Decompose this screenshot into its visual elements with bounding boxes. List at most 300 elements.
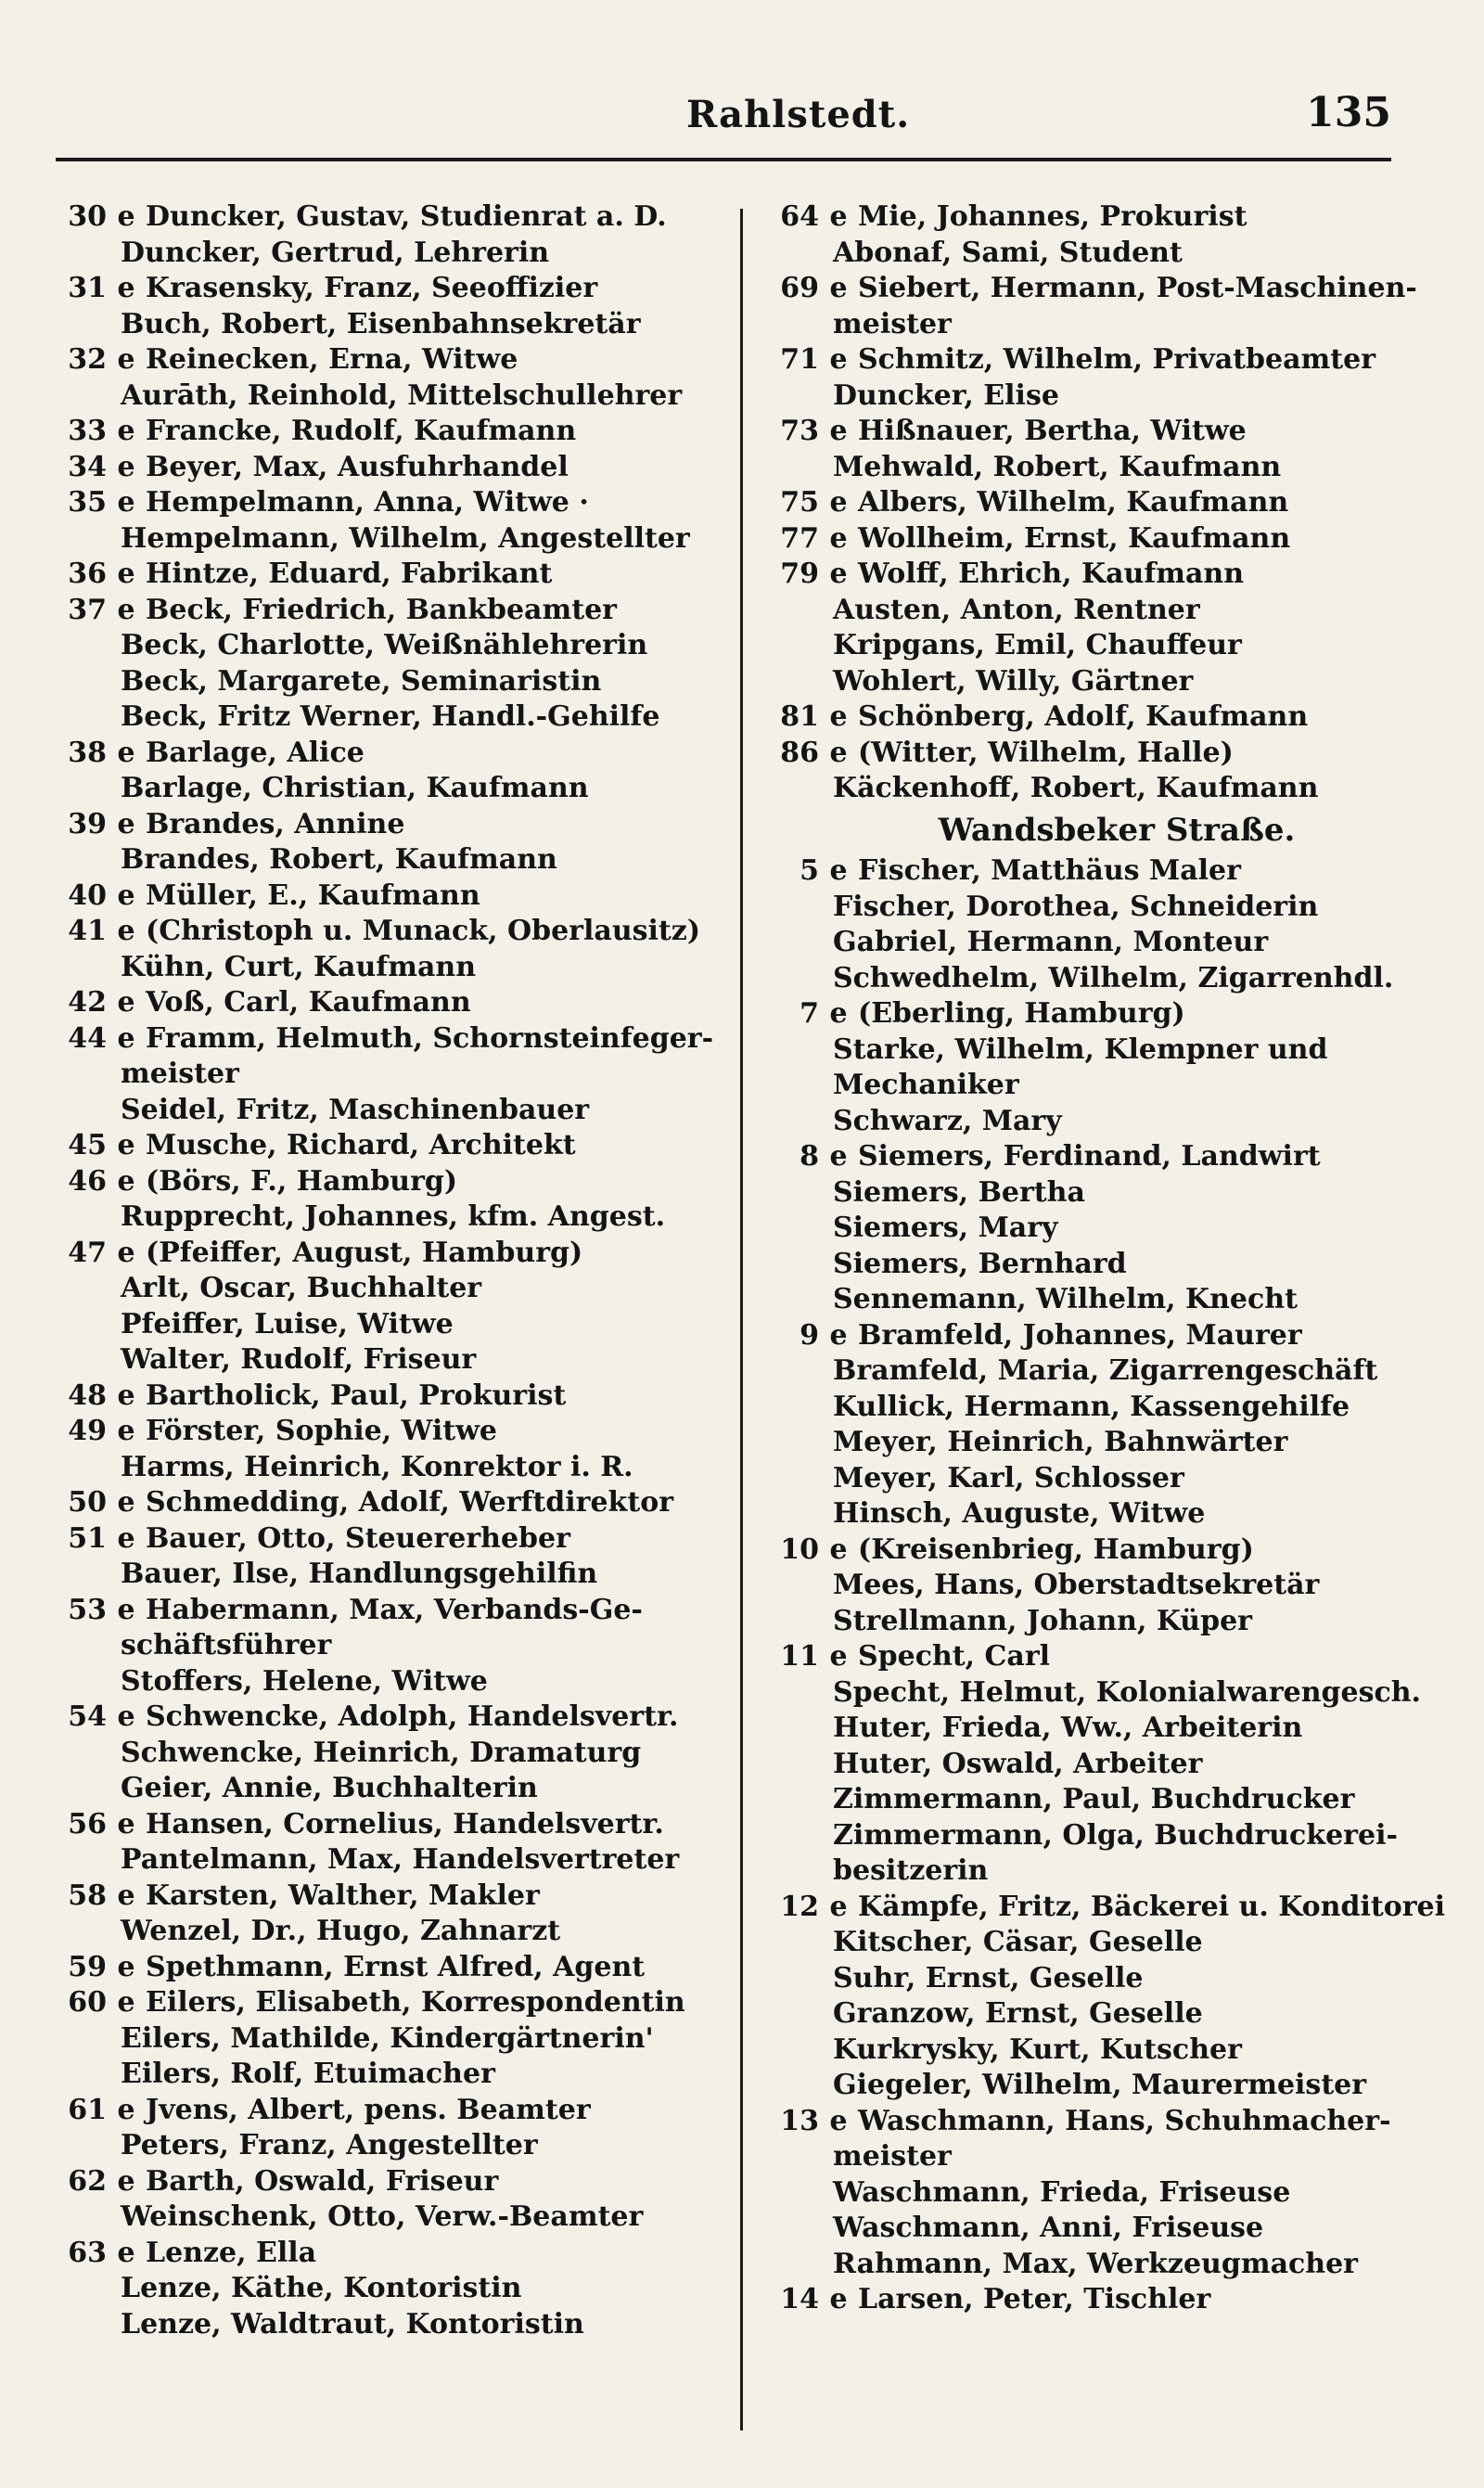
resident-text: (Pfeiffer, August, Hamburg) bbox=[146, 1236, 583, 1269]
resident-text: Framm, Helmuth, Schornsteinfeger- bbox=[146, 1021, 714, 1055]
ownership-marker: e bbox=[117, 1164, 135, 1198]
resident-text: Hempelmann, Wilhelm, Angestellter bbox=[121, 521, 690, 555]
resident-text: Harms, Heinrich, Konrektor i. R. bbox=[121, 1450, 633, 1483]
resident-text: Wollheim, Ernst, Kaufmann bbox=[858, 521, 1291, 555]
resident-text: Eilers, Mathilde, Kindergärtnerin' bbox=[121, 2021, 654, 2055]
directory-entry bbox=[56, 414, 723, 450]
resident-text: Kämpfe, Fritz, Bäckerei u. Konditorei bbox=[858, 1890, 1446, 1923]
resident-text: Duncker, Gertrud, Lehrerin bbox=[121, 236, 550, 269]
house-number: 51 bbox=[68, 1521, 107, 1555]
directory-entry bbox=[56, 2128, 723, 2164]
directory-entry bbox=[768, 236, 1428, 272]
resident-text: Hempelmann, Anna, Witwe · bbox=[146, 486, 589, 519]
directory-entry bbox=[768, 378, 1428, 415]
left-column bbox=[56, 199, 723, 2342]
house-number: 39 bbox=[68, 807, 107, 840]
resident-text: Lenze, Ella bbox=[146, 2236, 317, 2269]
directory-entry bbox=[768, 1747, 1428, 1783]
house-number: 77 bbox=[780, 521, 819, 555]
ownership-marker: e bbox=[117, 2164, 135, 2198]
resident-text: Specht, Carl bbox=[858, 1640, 1051, 1673]
ownership-marker: e bbox=[117, 1129, 135, 1161]
ownership-marker: e bbox=[829, 700, 848, 733]
resident-text: (Christoph u. Munack, Oberlausitz) bbox=[146, 915, 701, 947]
directory-entry bbox=[768, 2175, 1428, 2212]
resident-text: Brandes, Robert, Kaufmann bbox=[121, 843, 557, 876]
house-number: 10 bbox=[780, 1533, 819, 1566]
resident-text: Beck, Fritz Werner, Handl.-Gehilfe bbox=[121, 700, 660, 733]
house-number: 63 bbox=[68, 2236, 107, 2269]
resident-text: Förster, Sophie, Witwe bbox=[146, 1415, 497, 1447]
directory-entry bbox=[56, 1664, 723, 1700]
resident-text: Seidel, Fritz, Maschinenbauer bbox=[121, 1093, 590, 1126]
directory-entry bbox=[56, 628, 723, 664]
ownership-marker: e bbox=[117, 1700, 135, 1733]
directory-entry bbox=[768, 1425, 1428, 1461]
resident-text: Schwencke, Adolph, Handelsvertr. bbox=[146, 1700, 679, 1733]
directory-entry bbox=[768, 1104, 1428, 1140]
resident-text: Fischer, Matthäus Maler bbox=[858, 854, 1241, 887]
house-number: 59 bbox=[68, 1950, 107, 1983]
house-number: 14 bbox=[780, 2283, 819, 2315]
house-number: 12 bbox=[780, 1890, 819, 1923]
resident-text: Wolff, Ehrich, Kaufmann bbox=[858, 558, 1245, 590]
resident-text: Meyer, Karl, Schlosser bbox=[833, 1461, 1184, 1494]
resident-text: Mehwald, Robert, Kaufmann bbox=[833, 450, 1282, 483]
ownership-marker: e bbox=[829, 854, 848, 887]
resident-text: Waschmann, Frieda, Friseuse bbox=[833, 2175, 1291, 2209]
ownership-marker: e bbox=[117, 200, 135, 233]
resident-text: (Kreisenbrieg, Hamburg) bbox=[858, 1533, 1254, 1566]
directory-entry bbox=[768, 1390, 1428, 1426]
directory-entry bbox=[56, 807, 723, 843]
resident-text: Siemers, Mary bbox=[833, 1212, 1058, 1244]
resident-text: Wenzel, Dr., Hugo, Zahnarzt bbox=[121, 1915, 561, 1947]
house-number: 62 bbox=[68, 2164, 107, 2198]
house-number: 36 bbox=[68, 558, 107, 590]
house-number: 53 bbox=[68, 1593, 107, 1626]
directory-entry bbox=[768, 2068, 1428, 2104]
resident-text: (Eberling, Hamburg) bbox=[858, 997, 1185, 1030]
ownership-marker: e bbox=[117, 1379, 135, 1412]
ownership-marker: e bbox=[117, 736, 135, 769]
resident-text: Barlage, Alice bbox=[146, 736, 365, 769]
ownership-marker: e bbox=[117, 558, 135, 590]
directory-entry bbox=[768, 1032, 1428, 1069]
page-number: 135 bbox=[1306, 89, 1391, 136]
ownership-marker: e bbox=[117, 986, 135, 1019]
resident-text: Buch, Robert, Eisenbahnsekretär bbox=[121, 307, 641, 340]
house-number: 37 bbox=[68, 593, 107, 626]
directory-entry bbox=[56, 664, 723, 700]
directory-entry bbox=[56, 236, 723, 272]
house-number: 13 bbox=[780, 2104, 819, 2137]
resident-text: Schönberg, Adolf, Kaufmann bbox=[858, 700, 1309, 733]
directory-entry bbox=[768, 1782, 1428, 1818]
resident-text: Hansen, Cornelius, Handelsvertr. bbox=[146, 1807, 664, 1840]
resident-text: Walter, Rudolf, Friseur bbox=[121, 1343, 477, 1376]
house-number: 64 bbox=[780, 200, 819, 233]
ownership-marker: e bbox=[829, 2283, 848, 2315]
house-number: 79 bbox=[780, 558, 819, 590]
directory-entry bbox=[768, 996, 1428, 1032]
resident-text: meister bbox=[121, 1058, 239, 1090]
house-number: 47 bbox=[68, 1236, 107, 1269]
resident-text: Kurkrysky, Kurt, Kutscher bbox=[833, 2033, 1242, 2066]
resident-text: Schwedhelm, Wilhelm, Zigarrenhdl. bbox=[833, 961, 1394, 994]
directory-entry bbox=[768, 1639, 1428, 1675]
directory-entry bbox=[56, 1093, 723, 1129]
directory-entry bbox=[56, 1628, 723, 1664]
ownership-marker: e bbox=[117, 486, 135, 519]
resident-text: Eilers, Elisabeth, Korrespondentin bbox=[146, 1986, 685, 2019]
directory-entry bbox=[56, 771, 723, 807]
resident-text: Albers, Wilhelm, Kaufmann bbox=[858, 486, 1289, 519]
resident-text: Reinecken, Erna, Witwe bbox=[146, 343, 518, 376]
directory-entry bbox=[768, 521, 1428, 558]
directory-entry bbox=[768, 271, 1428, 307]
ownership-marker: e bbox=[117, 1021, 135, 1055]
ownership-marker: e bbox=[829, 558, 848, 590]
directory-entry bbox=[56, 1236, 723, 1272]
directory-entry bbox=[56, 2093, 723, 2129]
directory-entry bbox=[56, 307, 723, 343]
directory-entry bbox=[56, 950, 723, 986]
house-number: 42 bbox=[68, 986, 107, 1019]
ownership-marker: e bbox=[829, 736, 848, 769]
directory-entry bbox=[56, 1307, 723, 1343]
directory-entry bbox=[56, 1164, 723, 1200]
directory-entry bbox=[56, 2164, 723, 2200]
resident-text: Sennemann, Wilhelm, Knecht bbox=[833, 1283, 1298, 1315]
directory-entry bbox=[56, 1521, 723, 1558]
directory-entry bbox=[56, 736, 723, 772]
directory-entry bbox=[56, 1879, 723, 1915]
house-number: 32 bbox=[68, 343, 107, 376]
directory-entry bbox=[768, 1318, 1428, 1354]
directory-entry bbox=[56, 1985, 723, 2021]
directory-entry bbox=[768, 1068, 1428, 1104]
house-number: 7 bbox=[800, 997, 819, 1030]
ownership-marker: e bbox=[829, 343, 848, 376]
house-number: 35 bbox=[68, 486, 107, 519]
house-number: 58 bbox=[68, 1879, 107, 1912]
house-number: 9 bbox=[800, 1318, 819, 1352]
resident-text: Schmitz, Wilhelm, Privatbeamter bbox=[858, 343, 1376, 376]
ownership-marker: e bbox=[117, 1593, 135, 1626]
directory-entry bbox=[56, 914, 723, 950]
resident-text: Strellmann, Johann, Küper bbox=[833, 1604, 1252, 1637]
house-number: 54 bbox=[68, 1700, 107, 1733]
directory-entry bbox=[56, 378, 723, 415]
directory-entry bbox=[768, 699, 1428, 736]
house-number: 69 bbox=[780, 272, 819, 304]
house-number: 73 bbox=[780, 415, 819, 447]
directory-entry bbox=[768, 2211, 1428, 2247]
resident-text: Waschmann, Hans, Schuhmacher- bbox=[858, 2104, 1391, 2137]
resident-text: Pfeiffer, Luise, Witwe bbox=[121, 1307, 454, 1340]
resident-text: Schwarz, Mary bbox=[833, 1104, 1062, 1137]
resident-text: Pantelmann, Max, Handelsvertreter bbox=[121, 1843, 680, 1876]
directory-entry bbox=[768, 1996, 1428, 2033]
ownership-marker: e bbox=[117, 1521, 135, 1555]
directory-entry bbox=[768, 1568, 1428, 1604]
street-heading: Wandsbeker Straße. bbox=[938, 811, 1296, 849]
resident-text: Stoffers, Helene, Witwe bbox=[121, 1664, 488, 1698]
resident-text: Specht, Helmut, Kolonialwarengesch. bbox=[833, 1675, 1421, 1709]
directory-entry bbox=[56, 199, 723, 236]
house-number: 33 bbox=[68, 415, 107, 447]
directory-entry bbox=[56, 2307, 723, 2343]
directory-entry bbox=[56, 2199, 723, 2236]
resident-text: Geier, Annie, Buchhalterin bbox=[121, 1772, 538, 1804]
ownership-marker: e bbox=[117, 2093, 135, 2126]
resident-text: Duncker, Elise bbox=[833, 378, 1059, 412]
house-number: 41 bbox=[68, 915, 107, 947]
resident-text: Hintze, Eduard, Fabrikant bbox=[146, 558, 553, 590]
resident-text: Käckenhoff, Robert, Kaufmann bbox=[833, 772, 1319, 804]
resident-text: Huter, Frieda, Ww., Arbeiterin bbox=[833, 1712, 1303, 1744]
directory-entry bbox=[56, 699, 723, 736]
ownership-marker: e bbox=[117, 1415, 135, 1447]
directory-entry bbox=[56, 1557, 723, 1593]
resident-text: Spethmann, Ernst Alfred, Agent bbox=[146, 1950, 646, 1983]
directory-entry bbox=[768, 771, 1428, 807]
ownership-marker: e bbox=[117, 915, 135, 947]
resident-text: Lenze, Käthe, Kontoristin bbox=[121, 2272, 522, 2304]
ownership-marker: e bbox=[829, 1890, 848, 1923]
resident-text: Eilers, Rolf, Etuimacher bbox=[121, 2058, 495, 2090]
directory-entry bbox=[56, 1914, 723, 1950]
directory-entry bbox=[768, 1925, 1428, 1961]
house-number: 50 bbox=[68, 1486, 107, 1519]
house-number: 48 bbox=[68, 1379, 107, 1412]
resident-text: Gabriel, Hermann, Monteur bbox=[833, 926, 1269, 958]
ownership-marker: e bbox=[829, 1533, 848, 1566]
house-number: 60 bbox=[68, 1986, 107, 2019]
ownership-marker: e bbox=[829, 486, 848, 519]
ownership-marker: e bbox=[829, 1640, 848, 1673]
house-number: 56 bbox=[68, 1807, 107, 1840]
house-number: 31 bbox=[68, 272, 107, 304]
resident-text: Mie, Johannes, Prokurist bbox=[858, 200, 1247, 233]
ownership-marker: e bbox=[117, 415, 135, 447]
resident-text: Peters, Franz, Angestellter bbox=[121, 2129, 538, 2161]
ownership-marker: e bbox=[117, 593, 135, 626]
ownership-marker: e bbox=[829, 521, 848, 555]
directory-entry bbox=[56, 2021, 723, 2058]
resident-text: Jvens, Albert, pens. Beamter bbox=[146, 2093, 591, 2126]
directory-entry bbox=[768, 485, 1428, 521]
resident-text: Krasensky, Franz, Seeoffizier bbox=[146, 272, 598, 304]
resident-text: Bramfeld, Maria, Zigarrengeschäft bbox=[833, 1354, 1378, 1387]
directory-entry bbox=[56, 1199, 723, 1236]
house-number: 71 bbox=[780, 343, 819, 376]
directory-entry bbox=[768, 2033, 1428, 2069]
directory-entry bbox=[768, 853, 1428, 890]
resident-text: Mees, Hans, Oberstadtsekretär bbox=[833, 1569, 1320, 1601]
directory-entry bbox=[56, 2057, 723, 2093]
page-header bbox=[56, 83, 1391, 167]
house-number: 11 bbox=[780, 1640, 819, 1673]
ownership-marker: e bbox=[117, 878, 135, 912]
resident-text: Siemers, Bertha bbox=[833, 1175, 1085, 1209]
resident-text: Kitscher, Cäsar, Geselle bbox=[833, 1926, 1203, 1958]
resident-text: Francke, Rudolf, Kaufmann bbox=[146, 415, 577, 447]
resident-text: Siemers, Bernhard bbox=[833, 1247, 1127, 1280]
resident-text: Duncker, Gustav, Studienrat a. D. bbox=[146, 200, 667, 233]
house-number: 38 bbox=[68, 736, 107, 769]
resident-text: Aurāth, Reinhold, Mittelschullehrer bbox=[121, 378, 683, 412]
house-number: 8 bbox=[800, 1140, 819, 1173]
page-title: Rahlstedt. bbox=[686, 93, 911, 136]
directory-entry bbox=[768, 1604, 1428, 1640]
ownership-marker: e bbox=[829, 1140, 848, 1173]
resident-text: Bartholick, Paul, Prokurist bbox=[146, 1379, 567, 1412]
resident-text: Karsten, Walther, Makler bbox=[146, 1879, 540, 1912]
resident-text: Wohlert, Willy, Gärtner bbox=[833, 664, 1194, 698]
ownership-marker: e bbox=[117, 1807, 135, 1840]
resident-text: Brandes, Annine bbox=[146, 807, 405, 840]
resident-text: Lenze, Waldtraut, Kontoristin bbox=[121, 2307, 584, 2341]
resident-text: besitzerin bbox=[833, 1854, 989, 1887]
ownership-marker: e bbox=[829, 200, 848, 233]
resident-text: Siebert, Hermann, Post-Maschinen- bbox=[858, 272, 1417, 304]
directory-entry bbox=[768, 199, 1428, 236]
directory-entry bbox=[56, 1057, 723, 1093]
directory-entry bbox=[768, 1818, 1428, 1854]
directory-entry bbox=[56, 1699, 723, 1736]
resident-text: Rupprecht, Johannes, kfm. Angest. bbox=[121, 1200, 666, 1233]
resident-text: Rahmann, Max, Werkzeugmacher bbox=[833, 2247, 1358, 2280]
directory-entry bbox=[56, 1379, 723, 1415]
ownership-marker: e bbox=[117, 343, 135, 376]
directory-entry bbox=[768, 342, 1428, 378]
directory-entry bbox=[768, 2247, 1428, 2283]
directory-entry bbox=[768, 1282, 1428, 1318]
directory-entry bbox=[56, 842, 723, 878]
directory-entry bbox=[768, 1247, 1428, 1283]
resident-text: schäftsführer bbox=[121, 1629, 332, 1661]
directory-entry bbox=[768, 1711, 1428, 1747]
resident-text: Huter, Oswald, Arbeiter bbox=[833, 1747, 1203, 1780]
resident-text: Schwencke, Heinrich, Dramaturg bbox=[121, 1736, 642, 1769]
directory-entry bbox=[768, 1139, 1428, 1175]
directory-entry bbox=[56, 342, 723, 378]
house-number: 44 bbox=[68, 1021, 107, 1055]
ownership-marker: e bbox=[117, 1236, 135, 1269]
directory-entry bbox=[768, 1353, 1428, 1390]
directory-entry bbox=[768, 2104, 1428, 2140]
directory-entry bbox=[56, 1736, 723, 1772]
directory-entry bbox=[768, 1890, 1446, 1926]
directory-entry bbox=[56, 271, 723, 307]
right-column bbox=[768, 199, 1446, 2318]
header-rule bbox=[56, 158, 1391, 161]
resident-text: Barlage, Christian, Kaufmann bbox=[121, 772, 589, 804]
resident-text: Voß, Carl, Kaufmann bbox=[146, 986, 471, 1019]
directory-entry bbox=[768, 736, 1428, 772]
resident-text: Barth, Oswald, Friseur bbox=[146, 2164, 499, 2198]
directory-entry bbox=[768, 1496, 1428, 1533]
resident-text: Kripgans, Emil, Chauffeur bbox=[833, 629, 1242, 661]
column-divider bbox=[740, 209, 743, 2430]
resident-text: Meyer, Heinrich, Bahnwärter bbox=[833, 1426, 1288, 1458]
directory-entry bbox=[768, 1961, 1428, 1997]
resident-text: Kühn, Curt, Kaufmann bbox=[121, 950, 477, 983]
directory-entry bbox=[56, 2236, 723, 2272]
directory-entry bbox=[768, 414, 1428, 450]
resident-text: (Börs, F., Hamburg) bbox=[146, 1164, 458, 1198]
resident-text: Weinschenk, Otto, Verw.-Beamter bbox=[121, 2200, 644, 2233]
directory-entry bbox=[56, 1271, 723, 1307]
ownership-marker: e bbox=[117, 450, 135, 483]
directory-entry bbox=[768, 1533, 1428, 1569]
house-number: 61 bbox=[68, 2093, 107, 2126]
directory-entry bbox=[56, 985, 723, 1021]
ownership-marker: e bbox=[117, 807, 135, 840]
resident-text: meister bbox=[833, 2140, 952, 2173]
ownership-marker: e bbox=[829, 1318, 848, 1352]
ownership-marker: e bbox=[829, 415, 848, 447]
house-number: 34 bbox=[68, 450, 107, 483]
ownership-marker: e bbox=[117, 1486, 135, 1519]
resident-text: Mechaniker bbox=[833, 1069, 1019, 1101]
ownership-marker: e bbox=[117, 1879, 135, 1912]
resident-text: Kullick, Hermann, Kassengehilfe bbox=[833, 1390, 1350, 1423]
directory-entry bbox=[56, 1021, 723, 1058]
resident-text: Müller, E., Kaufmann bbox=[146, 878, 480, 912]
directory-entry bbox=[56, 521, 723, 558]
directory-entry bbox=[56, 1771, 723, 1807]
house-number: 40 bbox=[68, 878, 107, 912]
directory-entry bbox=[56, 1128, 723, 1164]
directory-entry bbox=[56, 1807, 723, 1843]
house-number: 30 bbox=[68, 200, 107, 233]
directory-entry bbox=[56, 1842, 723, 1879]
resident-text: Beck, Charlotte, Weißnählehrerin bbox=[121, 629, 648, 661]
directory-entry bbox=[56, 557, 723, 593]
directory-entry bbox=[768, 664, 1428, 700]
directory-entry bbox=[768, 961, 1428, 997]
directory-entry bbox=[56, 1950, 723, 1986]
directory-entry bbox=[56, 485, 723, 521]
house-number: 49 bbox=[68, 1415, 107, 1447]
house-number: 81 bbox=[780, 700, 819, 733]
resident-text: Suhr, Ernst, Geselle bbox=[833, 1961, 1144, 1994]
resident-text: Zimmermann, Olga, Buchdruckerei- bbox=[833, 1818, 1398, 1852]
resident-text: Fischer, Dorothea, Schneiderin bbox=[833, 890, 1319, 923]
directory-entry bbox=[56, 593, 723, 629]
directory-entry bbox=[768, 1461, 1428, 1497]
resident-text: Hißnauer, Bertha, Witwe bbox=[858, 415, 1247, 447]
ownership-marker: e bbox=[117, 1950, 135, 1983]
ownership-marker: e bbox=[829, 272, 848, 304]
directory-entry bbox=[768, 557, 1428, 593]
resident-text: Giegeler, Wilhelm, Maurermeister bbox=[833, 2069, 1367, 2101]
resident-text: Austen, Anton, Rentner bbox=[833, 593, 1200, 626]
resident-text: Bauer, Otto, Steuererheber bbox=[146, 1521, 570, 1555]
directory-entry bbox=[768, 2282, 1428, 2318]
directory-entry bbox=[768, 593, 1428, 629]
ownership-marker: e bbox=[117, 2236, 135, 2269]
directory-entry bbox=[56, 450, 723, 486]
directory-entry bbox=[56, 1414, 723, 1450]
resident-text: Hinsch, Auguste, Witwe bbox=[833, 1497, 1206, 1530]
directory-entry bbox=[768, 1211, 1428, 1247]
resident-text: Beck, Margarete, Seminaristin bbox=[121, 664, 602, 698]
resident-text: Beck, Friedrich, Bankbeamter bbox=[146, 593, 617, 626]
